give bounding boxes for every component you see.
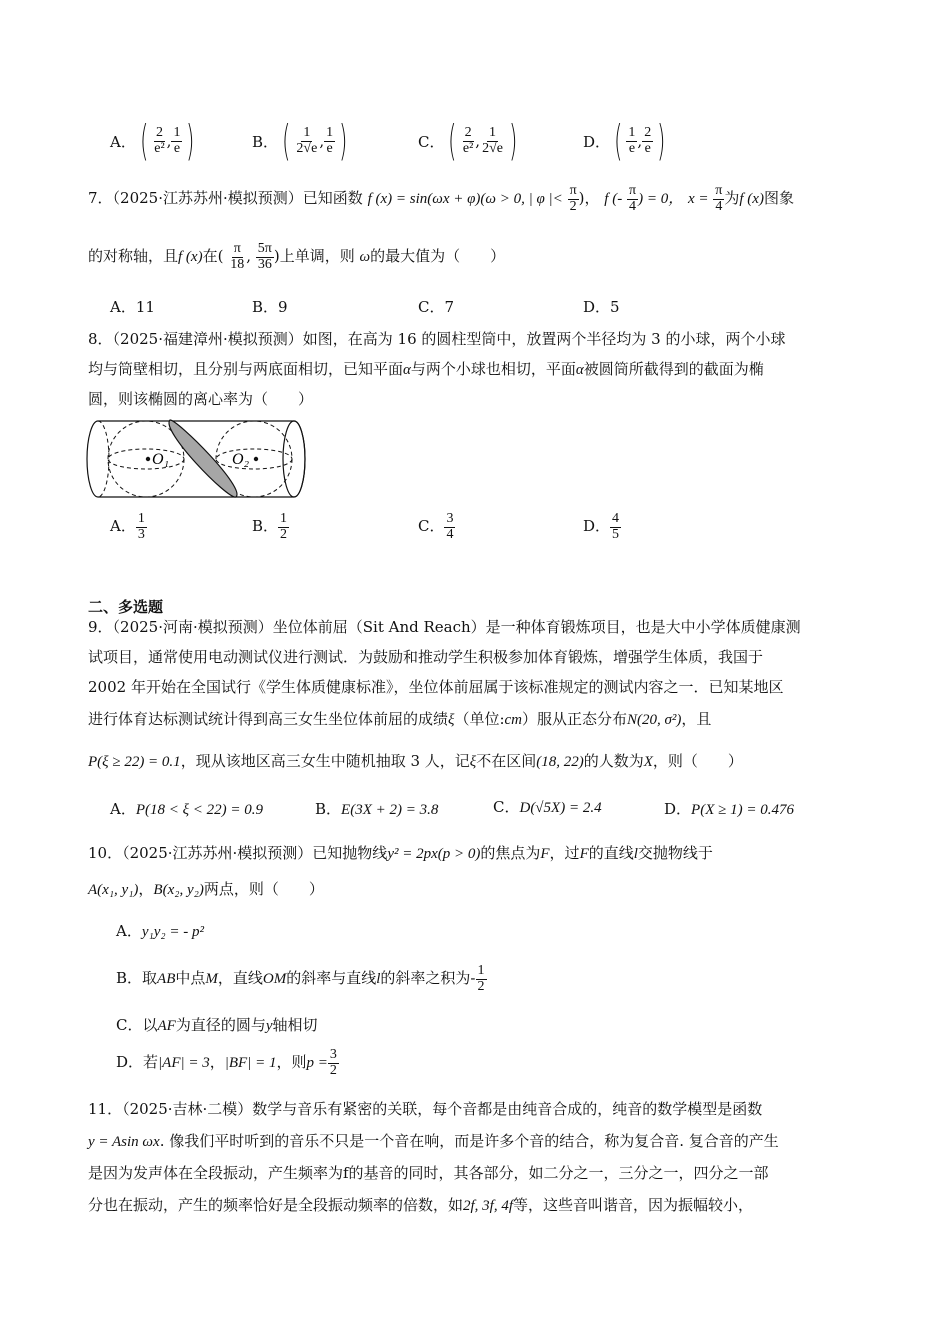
q8-option-d[interactable]: D． $\frac{4}{5}$ <box>583 511 620 542</box>
q8-line-2: 均与筒壁相切，且分别与两底面相切，已知平面α与两个小球也相切，平面α被圆筒所截得到的截面为椭 <box>88 360 764 378</box>
q10-option-d[interactable]: D．若|AF| = 3，|BF| = 1，则p = $\frac{3}{2}$ <box>116 1047 337 1078</box>
cylinder-diagram <box>86 418 316 500</box>
q9-option-c[interactable]: C．D(√5X) = 2.4 <box>493 798 602 816</box>
q9-option-a[interactable]: A．P(18 < ξ < 22) = 0.9 <box>110 800 264 818</box>
cylinder-figure <box>86 418 316 504</box>
q10-option-b[interactable]: B．取AB中点M，直线OM的斜率与直线l的斜率之积为- $\frac{1}{2}$ <box>116 963 485 994</box>
center-o1 <box>146 457 150 461</box>
q9-line-4: 进行体育达标测试统计得到高三女生坐位体前屈的成绩ξ（单位:cm）服从正态分布N(20, σ²)，且 <box>88 710 712 728</box>
center-o2 <box>254 457 258 461</box>
q10-line-1: 10．（2025·江苏苏州·模拟预测）已知抛物线y² = 2px(p > 0)的焦点为F，过F的直线l交抛物线于 <box>88 844 713 862</box>
q7-option-d[interactable]: D．5 <box>583 298 620 316</box>
q7-option-b[interactable]: B．9 <box>252 298 288 316</box>
q10-option-a[interactable]: A．y₁y₂ = - p² <box>116 922 204 940</box>
cylinder-right-cap <box>283 421 305 497</box>
q8-line-3: 圆，则该椭圆的离心率为（ ） <box>88 390 314 408</box>
q9-line-3: 2002 年开始在全国试行《学生体质健康标准》，坐位体前屈属于该标准规定的测试内容之一．已知某地区 <box>88 678 784 696</box>
q7-option-a[interactable]: A．11 <box>110 298 155 316</box>
q10-line-2: A(x₁, y₁)，B(x₂, y₂)两点，则（ ） <box>88 880 324 898</box>
section-title-multi-choice: 二、多选题 <box>88 598 164 616</box>
q8-option-b[interactable]: B． $\frac{1}{2}$ <box>252 511 288 542</box>
q11-line-3: 是因为发声体在全段振动，产生频率为f的基音的同时，其各部分，如二分之一，三分之一，四分之一部 <box>88 1164 769 1182</box>
q6-option-d[interactable]: D． ( $\frac{1}{e}$ , $\frac{2}{e}$ ) <box>583 116 666 165</box>
q9-option-b[interactable]: B．E(3X + 2) = 3.8 <box>315 800 439 818</box>
q6-option-c[interactable]: C． ( $\frac{2}{\text{e²}}$ , $\frac{1}{2√e}$ ) <box>418 116 518 165</box>
ellipse-section <box>169 420 237 497</box>
q9-line-5: P(ξ ≥ 22) = 0.1，现从该地区高三女生中随机抽取 3 人，记ξ不在区间(18, 22)的人数为X，则（ ） <box>88 752 743 770</box>
label-o2: O₂ <box>232 451 250 468</box>
q8-line-1: 8．（2025·福建漳州·模拟预测）如图，在高为 16 的圆柱型筒中，放置两个半径均为 3 的小球，两个小球 <box>88 330 786 348</box>
q11-line-1: 11．（2025·吉林·二模）数学与音乐有紧密的关联，每个音都是由纯音合成的，纯音的数学模型是函数 <box>88 1100 763 1118</box>
q11-line-2: y = Asin ωx. 像我们平时听到的音乐不只是一个音在响，而是许多个音的结合，称为复合音. 复合音的产生 <box>88 1132 779 1150</box>
q9-line-2: 试项目，通常使用电动测试仪进行测试．为鼓励和推动学生积极参加体育锻炼，增强学生体质，我国于 <box>88 648 764 666</box>
q9-line-1: 9．（2025·河南·模拟预测）坐位体前屈（Sit And Reach）是一种体育锻炼项目，也是大中小学体质健康测 <box>88 618 801 636</box>
q6-option-a[interactable]: A． ( $\frac{2}{\text{e²}}$ , $\frac{1}{e}$ ) <box>110 116 195 165</box>
q9-option-d[interactable]: D．P(X ≥ 1) = 0.476 <box>664 800 794 818</box>
q10-option-c[interactable]: C．以AF为直径的圆与y轴相切 <box>116 1016 318 1034</box>
q7-line-1: 7．（2025·江苏苏州·模拟预测）已知函数 f (x) = sin(ωx + φ)(ω > 0, | φ |< $\frac{\pi}{2}$ )， f (- $\frac{\pi}{4}$ ) = 0， x = $\frac{\pi}{4}$ 为f (x)图象 <box>88 183 794 214</box>
q8-option-c[interactable]: C． $\frac{3}{4}$ <box>418 511 454 542</box>
q11-line-4: 分也在振动，产生的频率恰好是全段振动频率的倍数，如2f, 3f, 4f等，这些音叫谐音，因为振幅较小， <box>88 1196 754 1214</box>
q8-option-a[interactable]: A． $\frac{1}{3}$ <box>110 511 145 542</box>
q7-option-c[interactable]: C．7 <box>418 298 455 316</box>
label-o1: O₁ <box>152 451 170 468</box>
q7-line-2: 的对称轴，且f (x)在( $\frac{\pi}{18}$ , $\frac{5\pi}{36}$ )上单调，则 ω的最大值为（ ） <box>88 241 506 272</box>
cylinder-left-hidden <box>98 421 109 497</box>
q6-option-b[interactable]: B． ( $\frac{1}{2√e}$ , $\frac{1}{e}$ ) <box>252 116 348 165</box>
